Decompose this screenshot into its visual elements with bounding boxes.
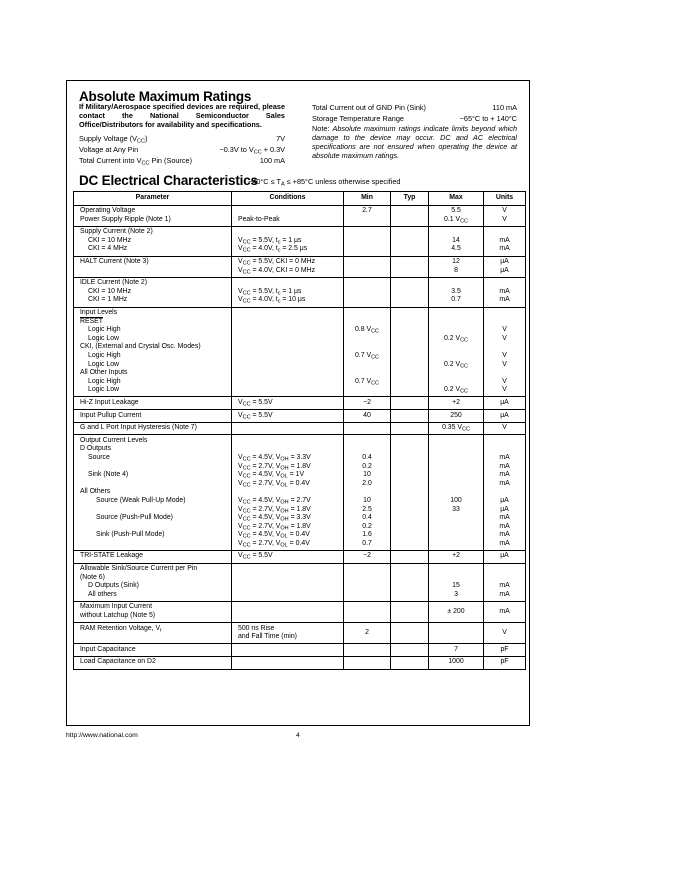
max-cell: 250 bbox=[429, 410, 484, 423]
min-cell bbox=[344, 277, 391, 307]
param-cell: TRI-STATE Leakage bbox=[74, 550, 232, 563]
units-cell: μA bbox=[484, 550, 526, 563]
min-cell: 2 bbox=[344, 623, 391, 644]
typ-cell bbox=[391, 644, 429, 657]
col-header-max: Max bbox=[429, 192, 484, 206]
cond-cell: $V_{CC} = 5.5V$ bbox=[232, 550, 344, 563]
typ-cell bbox=[391, 623, 429, 644]
col-header-conditions: Conditions bbox=[232, 192, 344, 206]
units-cell: V bbox=[484, 623, 526, 644]
units-cell: V V bbox=[484, 205, 526, 226]
min-cell bbox=[344, 226, 391, 256]
param-cell: Operating Voltage Power Supply Ripple (Note 1) bbox=[74, 205, 232, 226]
units-cell: μA bbox=[484, 410, 526, 423]
max-cell bbox=[429, 623, 484, 644]
param-cell: HALT Current (Note 3) bbox=[74, 256, 232, 277]
amr-note: Note: Absolute maximum ratings indicate limits beyond which damage to the device may occur. DC and AC electrical specifications are not ensured when operating the device at absolute maximum ratings. bbox=[312, 124, 517, 160]
cond-cell: $V_{CC} = 5.5V$, CKI = 0 MHz $V_{CC} = 4.0V$, CKI = 0 MHz bbox=[232, 256, 344, 277]
amr-row-total-current-into: Total Current into $V_{CC}$ Pin (Source) 100 mA bbox=[79, 156, 285, 167]
table-row bbox=[74, 623, 526, 644]
amr-row-supply-voltage: Supply Voltage $(V_{CC})$ 7V bbox=[79, 134, 285, 145]
typ-cell bbox=[391, 307, 429, 397]
dc-title: DC Electrical Characteristics bbox=[79, 173, 258, 188]
max-cell: +2 bbox=[429, 550, 484, 563]
table-row bbox=[74, 601, 526, 622]
table-row bbox=[74, 397, 526, 410]
typ-cell bbox=[391, 226, 429, 256]
cond-cell: $V_{CC} = 5.5V$, $t_c = 1$ μs $V_{CC} = 4.0V$, $t_c = 10$ μs bbox=[232, 277, 344, 307]
typ-cell bbox=[391, 256, 429, 277]
col-header-min: Min bbox=[344, 192, 391, 206]
max-cell: 12 8 bbox=[429, 256, 484, 277]
cond-cell bbox=[232, 422, 344, 435]
param-cell: Output Current Levels D Outputs Source Sink (Note 4) All Others Source (Weak Pull-Up Mode) Source (Push-Pull Mode) Sink (Push-Pull Mode) bbox=[74, 435, 232, 551]
table-row bbox=[74, 422, 526, 435]
dc-conditions: $-40^\circ C \le T_A \le +85^\circ C$ unless otherwise specified bbox=[248, 177, 401, 188]
cond-cell: $V_{CC} = 4.5V$, $V_{OH} = 3.3V$ $V_{CC} = 2.7V$, $V_{OH} = 1.8V$ $V_{CC} = 4.5V$, $V_{OL} = 1V$ $V_{CC} = 2.7V$, $V_{OL} = 0.4V$ $V_{CC} = 4.5V$, $V_{OH} = 2.7V$ $V_{CC} = 2.7V$, $V_{OH} = 1.8V$ $V_{CC} = 4.5V$, $V_{OH} = 3.3V$ $V_{CC} = 2.7V$, $V_{OH} = 1.8V$ $V_{CC} = 4.5V$, $V_{OL} = 0.4V$ $V_{CC} = 2.7V$, $V_{OL} = 0.4V$ bbox=[232, 435, 344, 551]
footer-page-number: 4 bbox=[296, 732, 300, 739]
amr-row-total-current-out: Total Current out of GND Pin (Sink) 110 mA bbox=[312, 103, 517, 112]
max-cell: 5.5 0.1 $V_{CC}$ bbox=[429, 205, 484, 226]
typ-cell bbox=[391, 550, 429, 563]
min-cell: 40 bbox=[344, 410, 391, 423]
typ-cell bbox=[391, 205, 429, 226]
units-cell: pF bbox=[484, 656, 526, 669]
table-row bbox=[74, 277, 526, 307]
max-cell: 14 4.5 bbox=[429, 226, 484, 256]
min-cell bbox=[344, 656, 391, 669]
units-cell: pF bbox=[484, 644, 526, 657]
param-cell: Input Pullup Current bbox=[74, 410, 232, 423]
param-cell: Load Capacitance on D2 bbox=[74, 656, 232, 669]
min-cell bbox=[344, 563, 391, 601]
typ-cell bbox=[391, 397, 429, 410]
min-cell: 2.7 bbox=[344, 205, 391, 226]
amr-row-storage-temp: Storage Temperature Range −65°C to + 140°C bbox=[312, 114, 517, 123]
cond-cell bbox=[232, 644, 344, 657]
cond-cell bbox=[232, 563, 344, 601]
cond-cell: 500 ns Rise and Fall Time (min) bbox=[232, 623, 344, 644]
max-cell: +2 bbox=[429, 397, 484, 410]
min-cell bbox=[344, 601, 391, 622]
max-cell: 0.2 $V_{CC}$ 0.2 $V_{CC}$ 0.2 $V_{CC}$ bbox=[429, 307, 484, 397]
cond-cell bbox=[232, 307, 344, 397]
units-cell: mA mA bbox=[484, 563, 526, 601]
cond-cell: $V_{CC} = 5.5V$ bbox=[232, 397, 344, 410]
units-cell: mA mA bbox=[484, 277, 526, 307]
cond-cell: $V_{CC} = 5.5V$, $t_c = 1$ μs $V_{CC} = 4.0V$, $t_c = 2.5$ μs bbox=[232, 226, 344, 256]
min-cell: 0.4 0.2 10 2.0 10 2.5 0.4 0.2 1.6 0.7 bbox=[344, 435, 391, 551]
units-cell: mA mA bbox=[484, 226, 526, 256]
units-cell: V V V V V V bbox=[484, 307, 526, 397]
table-row bbox=[74, 656, 526, 669]
param-cell: G and L Port Input Hysteresis (Note 7) bbox=[74, 422, 232, 435]
typ-cell bbox=[391, 656, 429, 669]
table-row bbox=[74, 563, 526, 601]
max-cell: 0.35 $V_{CC}$ bbox=[429, 422, 484, 435]
max-cell: 7 bbox=[429, 644, 484, 657]
min-cell bbox=[344, 256, 391, 277]
max-cell: 100 33 bbox=[429, 435, 484, 551]
cond-cell: Peak-to-Peak bbox=[232, 205, 344, 226]
param-cell: Allowable Sink/Source Current per Pin (Note 6) D Outputs (Sink) All others bbox=[74, 563, 232, 601]
max-cell: ± 200 bbox=[429, 601, 484, 622]
param-cell: Input Capacitance bbox=[74, 644, 232, 657]
col-header-parameter: Parameter bbox=[74, 192, 232, 206]
max-cell: 1000 bbox=[429, 656, 484, 669]
units-cell: mA mA mA mA μA μA mA mA mA mA bbox=[484, 435, 526, 551]
min-cell bbox=[344, 644, 391, 657]
max-cell: 15 3 bbox=[429, 563, 484, 601]
typ-cell bbox=[391, 422, 429, 435]
cond-cell: $V_{CC} = 5.5V$ bbox=[232, 410, 344, 423]
table-row bbox=[74, 256, 526, 277]
param-cell: IDLE Current (Note 2) CKI = 10 MHz CKI = 1 MHz bbox=[74, 277, 232, 307]
typ-cell bbox=[391, 435, 429, 551]
param-cell: RAM Retention Voltage, $V_r$ bbox=[74, 623, 232, 644]
cond-cell bbox=[232, 601, 344, 622]
table-row bbox=[74, 226, 526, 256]
typ-cell bbox=[391, 410, 429, 423]
table-row bbox=[74, 205, 526, 226]
min-cell: 0.8 $V_{CC}$ 0.7 $V_{CC}$ 0.7 $V_{CC}$ bbox=[344, 307, 391, 397]
table-row bbox=[74, 435, 526, 551]
max-cell: 3.5 0.7 bbox=[429, 277, 484, 307]
col-header-units: Units bbox=[484, 192, 526, 206]
typ-cell bbox=[391, 277, 429, 307]
cond-cell bbox=[232, 656, 344, 669]
typ-cell bbox=[391, 563, 429, 601]
units-cell: mA bbox=[484, 601, 526, 622]
param-cell: Hi-Z Input Leakage bbox=[74, 397, 232, 410]
amr-title: Absolute Maximum Ratings bbox=[79, 89, 252, 104]
amr-row-voltage-any-pin: Voltage at Any Pin −0.3V to $V_{CC} + 0.3V$ bbox=[79, 145, 285, 156]
min-cell: −2 bbox=[344, 550, 391, 563]
param-cell: Maximum Input Current without Latchup (Note 5) bbox=[74, 601, 232, 622]
amr-notice: If Military/Aerospace specified devices are required, please contact the National Semiconductor Sales Office/Distributors for availability and specifications. bbox=[79, 102, 285, 129]
table-row bbox=[74, 307, 526, 397]
table-row bbox=[74, 410, 526, 423]
units-cell: μA μA bbox=[484, 256, 526, 277]
units-cell: μA bbox=[484, 397, 526, 410]
table-row bbox=[74, 550, 526, 563]
table-row bbox=[74, 644, 526, 657]
dc-table bbox=[73, 191, 526, 670]
param-cell: Input Levels RESET Logic High Logic Low CKI, (External and Crystal Osc. Modes) Logic High Logic Low All Other Inputs Logic High Logic Low bbox=[74, 307, 232, 397]
min-cell: −2 bbox=[344, 397, 391, 410]
col-header-typ: Typ bbox=[391, 192, 429, 206]
param-cell: Supply Current (Note 2) CKI = 10 MHz CKI = 4 MHz bbox=[74, 226, 232, 256]
units-cell: V bbox=[484, 422, 526, 435]
footer-url[interactable]: http://www.national.com bbox=[66, 732, 138, 739]
table-header-row bbox=[74, 192, 526, 206]
min-cell bbox=[344, 422, 391, 435]
typ-cell bbox=[391, 601, 429, 622]
